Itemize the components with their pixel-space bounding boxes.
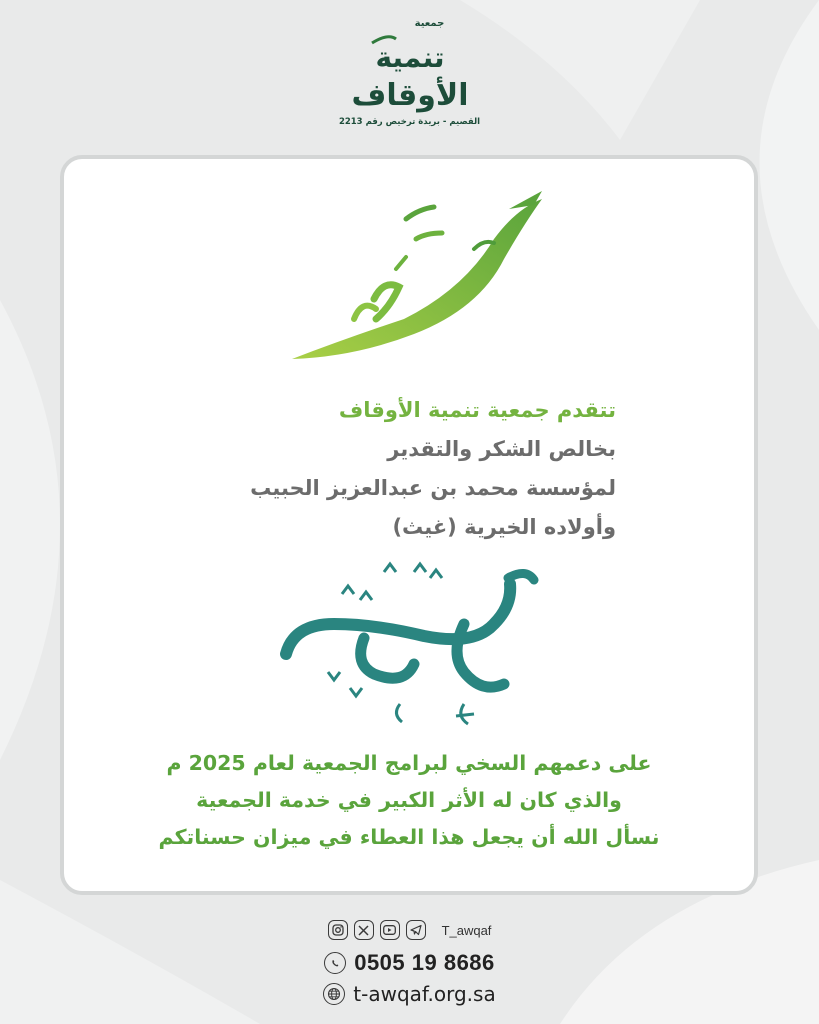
social-handle[interactable]: T_awqaf (441, 922, 492, 938)
x-icon[interactable] (354, 920, 374, 940)
ghaith-calligraphy (264, 554, 554, 734)
closing-message (84, 745, 734, 856)
social-links (0, 920, 819, 940)
instagram-icon[interactable] (328, 920, 348, 940)
logo-prefix: جمعية (414, 18, 445, 29)
thank-you-card (60, 155, 758, 895)
logo-line2: الأوقاف (350, 78, 469, 113)
website-link[interactable]: t-awqaf.org.sa (353, 982, 496, 1006)
whatsapp-icon (324, 952, 346, 974)
phone-number[interactable]: 0505 19 8686 (354, 950, 495, 975)
youtube-icon[interactable] (380, 920, 400, 940)
intro-line-4: وأولاده الخيرية (غيث) (392, 515, 616, 539)
intro-line-1: تتقدم جمعية تنمية الأوقاف (338, 398, 616, 422)
association-logo (350, 31, 470, 117)
footer (0, 920, 819, 1006)
logo-subtitle: القصيم - بريدة ترخيص رقم 2213 (338, 117, 481, 127)
closing-line-3: نسأل الله أن يجعل هذا العطاء في ميزان حسناتكم (158, 825, 660, 849)
closing-line-1: على دعمهم السخي لبرامج الجمعية لعام 2025 م (166, 751, 652, 775)
globe-icon (323, 983, 345, 1005)
intro-line-2: بخالص الشكر والتقدير (387, 437, 616, 461)
logo-line1: تنمية (374, 41, 445, 74)
intro-message (104, 391, 616, 547)
telegram-icon[interactable] (406, 920, 426, 940)
header (0, 18, 819, 127)
shukran-calligraphy (284, 179, 544, 369)
phone-contact (0, 950, 819, 976)
website-contact (0, 982, 819, 1006)
intro-line-3: لمؤسسة محمد بن عبدالعزيز الحبيب (250, 476, 616, 500)
closing-line-2: والذي كان له الأثر الكبير في خدمة الجمعية (196, 788, 622, 812)
